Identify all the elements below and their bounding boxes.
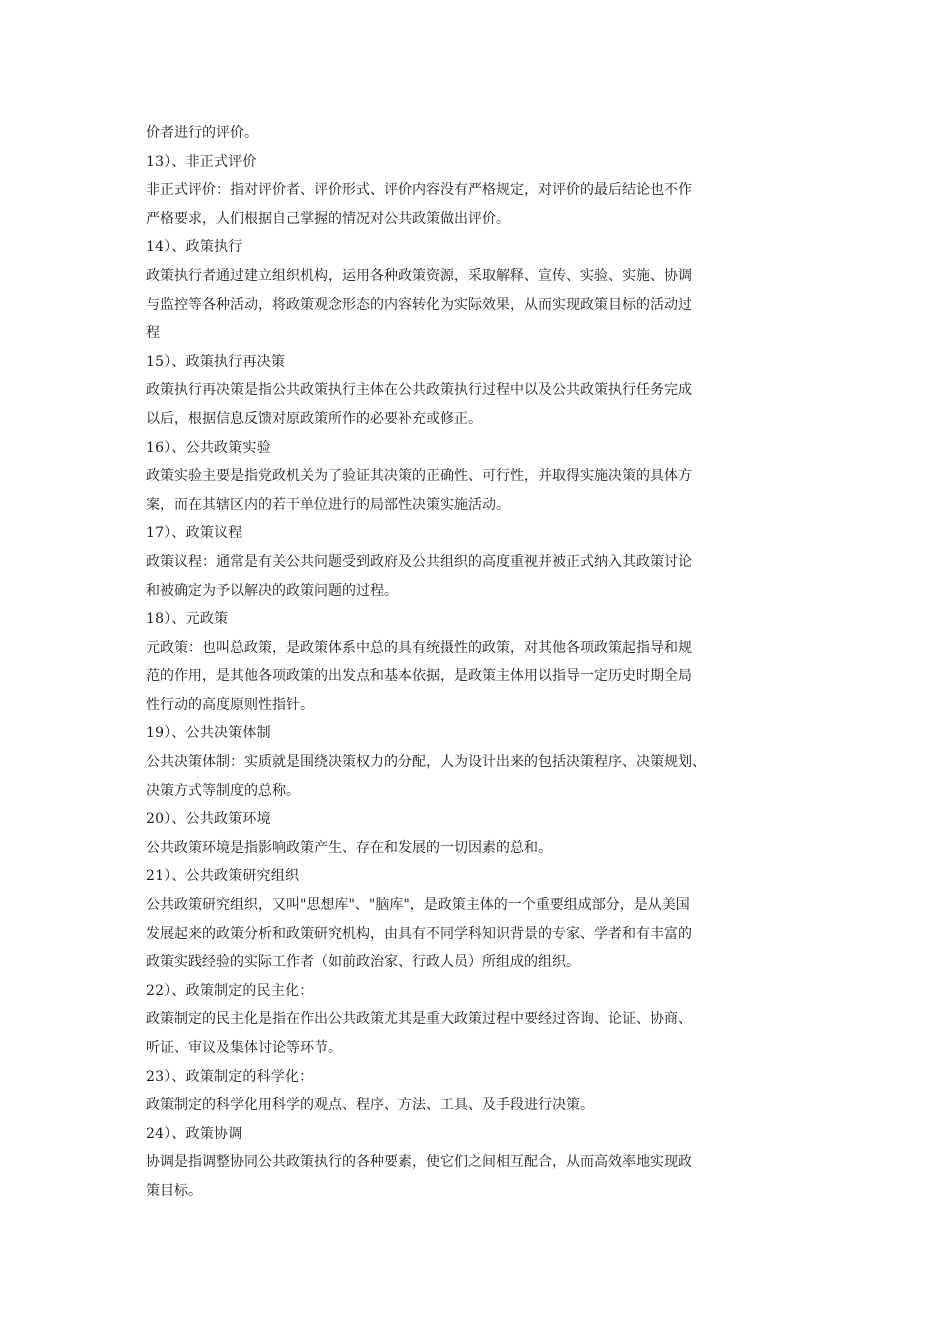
paragraph-line: 公共政策研究组织，又叫"思想库"、"脑库"，是政策主体的一个重要组成部分，是从美国 bbox=[146, 897, 690, 914]
paragraph-line: 与监控等各种活动，将政策观念形态的内容转化为实际效果，从而实现政策目标的活动过 bbox=[146, 296, 692, 313]
paragraph-line: 案，而在其辖区内的若干单位进行的局部性决策实施活动。 bbox=[146, 496, 510, 513]
paragraph-line: 程 bbox=[146, 325, 160, 342]
paragraph-line: 发展起来的政策分析和政策研究机构，由具有不同学科知识背景的专家、学者和有丰富的 bbox=[146, 925, 692, 942]
document-body bbox=[146, 119, 814, 1206]
section-heading: 18）、元政策 bbox=[146, 611, 229, 628]
paragraph-line: 政策执行者通过建立组织机构，运用各种政策资源，采取解释、宣传、实验、实施、协调 bbox=[146, 267, 692, 284]
section-heading: 20）、公共政策环境 bbox=[146, 811, 271, 828]
paragraph-line: 以后，根据信息反馈对原政策所作的必要补充或修正。 bbox=[146, 410, 482, 427]
paragraph-line: 非正式评价：指对评价者、评价形式、评价内容没有严格规定，对评价的最后结论也不作 bbox=[146, 182, 692, 199]
section-heading: 17）、政策议程 bbox=[146, 525, 243, 542]
paragraph-line: 策目标。 bbox=[146, 1182, 202, 1199]
section-heading: 21）、公共政策研究组织 bbox=[146, 868, 300, 885]
paragraph-line: 性行动的高度原则性指针。 bbox=[146, 696, 314, 713]
section-heading: 19）、公共决策体制 bbox=[146, 725, 271, 742]
paragraph-line: 和被确定为予以解决的政策问题的过程。 bbox=[146, 582, 398, 599]
section-heading: 15）、政策执行再决策 bbox=[146, 353, 286, 370]
paragraph-line: 政策执行再决策是指公共政策执行主体在公共政策执行过程中以及公共政策执行任务完成 bbox=[146, 382, 692, 399]
section-heading: 23）、政策制定的科学化： bbox=[146, 1068, 314, 1085]
paragraph-line: 协调是指调整协同公共政策执行的各种要素，使它们之间相互配合，从而高效率地实现政 bbox=[146, 1154, 692, 1171]
paragraph-line: 范的作用，是其他各项政策的出发点和基本依据，是政策主体用以指导一定历史时期全局 bbox=[146, 668, 692, 685]
paragraph-line: 政策制定的科学化用科学的观点、程序、方法、工具、及手段进行决策。 bbox=[146, 1097, 594, 1114]
section-heading: 24）、政策协调 bbox=[146, 1125, 243, 1142]
paragraph-line: 政策实践经验的实际工作者（如前政治家、行政人员）所组成的组织。 bbox=[146, 954, 580, 971]
paragraph-line: 元政策：也叫总政策，是政策体系中总的具有统摄性的政策，对其他各项政策起指导和规 bbox=[146, 639, 692, 656]
paragraph-line: 公共决策体制：实质就是围绕决策权力的分配，人为设计出来的包括决策程序、决策规划、 bbox=[146, 754, 706, 771]
paragraph-line: 政策议程：通常是有关公共问题受到政府及公共组织的高度重视并被正式纳入其政策讨论 bbox=[146, 553, 692, 570]
paragraph-line: 政策实验主要是指党政机关为了验证其决策的正确性、可行性，并取得实施决策的具体方 bbox=[146, 468, 692, 485]
section-heading: 13）、非正式评价 bbox=[146, 153, 257, 170]
paragraph-line: 价者进行的评价。 bbox=[146, 125, 258, 141]
section-heading: 22）、政策制定的民主化： bbox=[146, 982, 314, 999]
paragraph-line: 政策制定的民主化是指在作出公共政策尤其是重大政策过程中要经过咨询、论证、协商、 bbox=[146, 1011, 692, 1028]
paragraph-line: 决策方式等制度的总称。 bbox=[146, 782, 300, 799]
paragraph-line: 听证、审议及集体讨论等环节。 bbox=[146, 1040, 342, 1056]
paragraph-line: 严格要求，人们根据自己掌握的情况对公共政策做出评价。 bbox=[146, 210, 510, 227]
section-heading: 16）、公共政策实验 bbox=[146, 439, 271, 456]
section-heading: 14）、政策执行 bbox=[146, 239, 243, 256]
paragraph-line: 公共政策环境是指影响政策产生、存在和发展的一切因素的总和。 bbox=[146, 839, 552, 856]
